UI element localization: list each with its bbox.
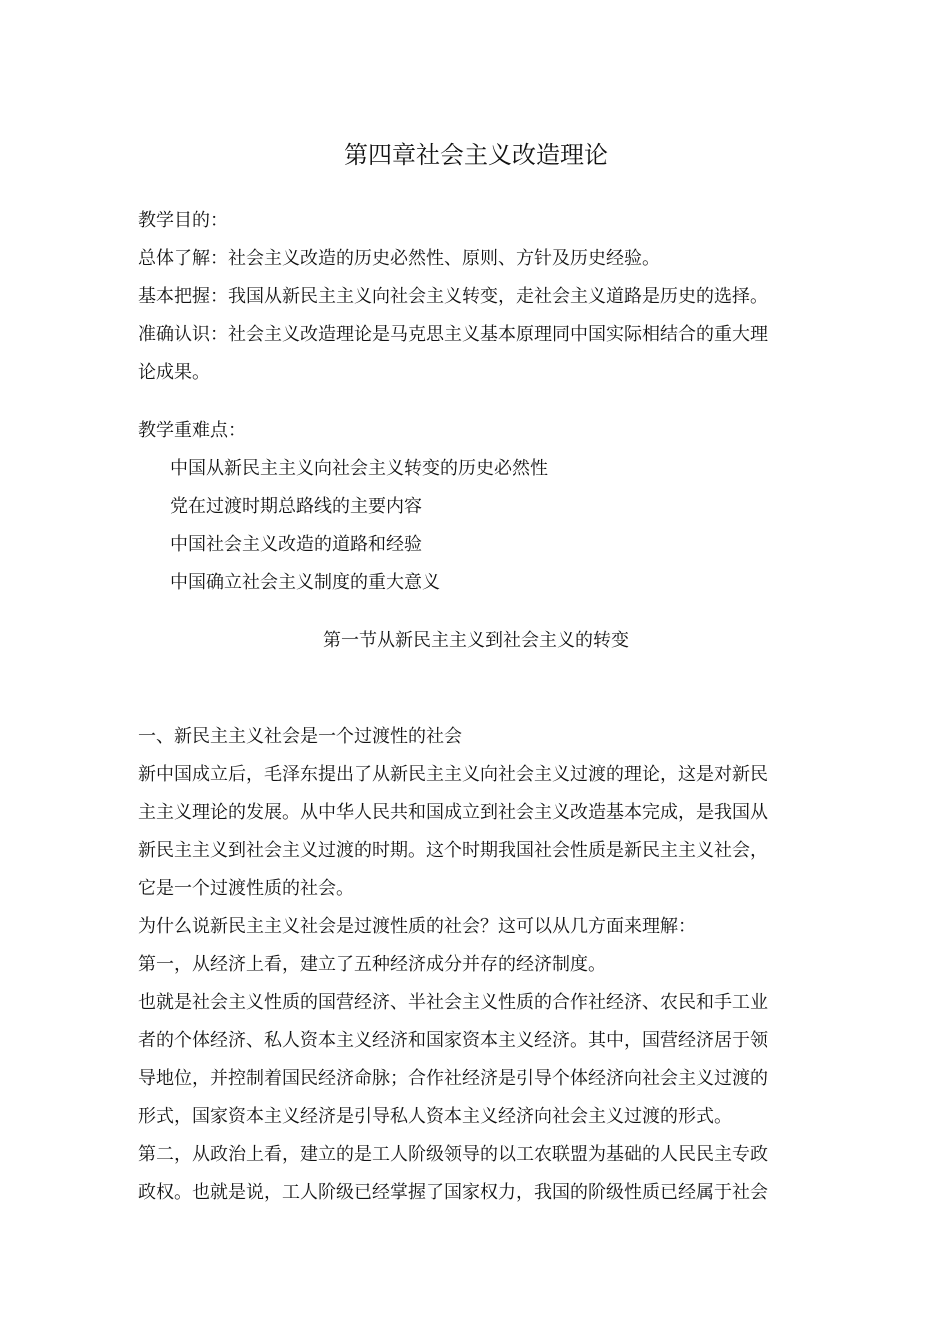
body-line: 也就是社会主义性质的国营经济、半社会主义性质的合作社经济、农民和手工业 [138, 992, 768, 1013]
chapter-title: 第四章社会主义改造理论 [344, 141, 608, 169]
objectives-heading: 教学目的： [138, 210, 228, 231]
key-point-item: 中国确立社会主义制度的重大意义 [170, 572, 440, 593]
body-line: 政权。也就是说，工人阶级已经掌握了国家权力，我国的阶级性质已经属于社会 [138, 1182, 768, 1203]
objective-line: 基本把握：我国从新民主主义向社会主义转变，走社会主义道路是历史的选择。 [138, 286, 768, 307]
objective-line: 论成果。 [138, 362, 210, 383]
body-line: 形式，国家资本主义经济是引导私人资本主义经济向社会主义过渡的形式。 [138, 1106, 732, 1127]
key-point-item: 中国从新民主主义向社会主义转变的历史必然性 [170, 458, 548, 479]
body-line: 第一，从经济上看，建立了五种经济成分并存的经济制度。 [138, 954, 606, 975]
body-line: 主主义理论的发展。从中华人民共和国成立到社会主义改造基本完成，是我国从 [138, 802, 768, 823]
subsection-title: 一、新民主主义社会是一个过渡性的社会 [138, 726, 462, 747]
key-points-heading: 教学重难点： [138, 420, 246, 441]
body-line: 导地位，并控制着国民经济命脉；合作社经济是引导个体经济向社会主义过渡的 [138, 1068, 768, 1089]
section-title: 第一节从新民主主义到社会主义的转变 [323, 630, 629, 651]
body-line: 新民主主义到社会主义过渡的时期。这个时期我国社会性质是新民主主义社会， [138, 840, 768, 861]
objective-line: 总体了解：社会主义改造的历史必然性、原则、方针及历史经验。 [138, 248, 660, 269]
objective-line: 准确认识：社会主义改造理论是马克思主义基本原理同中国实际相结合的重大理 [138, 324, 768, 345]
key-point-item: 党在过渡时期总路线的主要内容 [170, 496, 422, 517]
body-line: 新中国成立后，毛泽东提出了从新民主主义向社会主义过渡的理论，这是对新民 [138, 764, 768, 785]
body-line: 者的个体经济、私人资本主义经济和国家资本主义经济。其中，国营经济居于领 [138, 1030, 768, 1051]
key-point-item: 中国社会主义改造的道路和经验 [170, 534, 422, 555]
body-line: 第二，从政治上看，建立的是工人阶级领导的以工农联盟为基础的人民民主专政 [138, 1144, 768, 1165]
body-line: 为什么说新民主主义社会是过渡性质的社会？这可以从几方面来理解： [138, 916, 696, 937]
body-line: 它是一个过渡性质的社会。 [138, 878, 354, 899]
